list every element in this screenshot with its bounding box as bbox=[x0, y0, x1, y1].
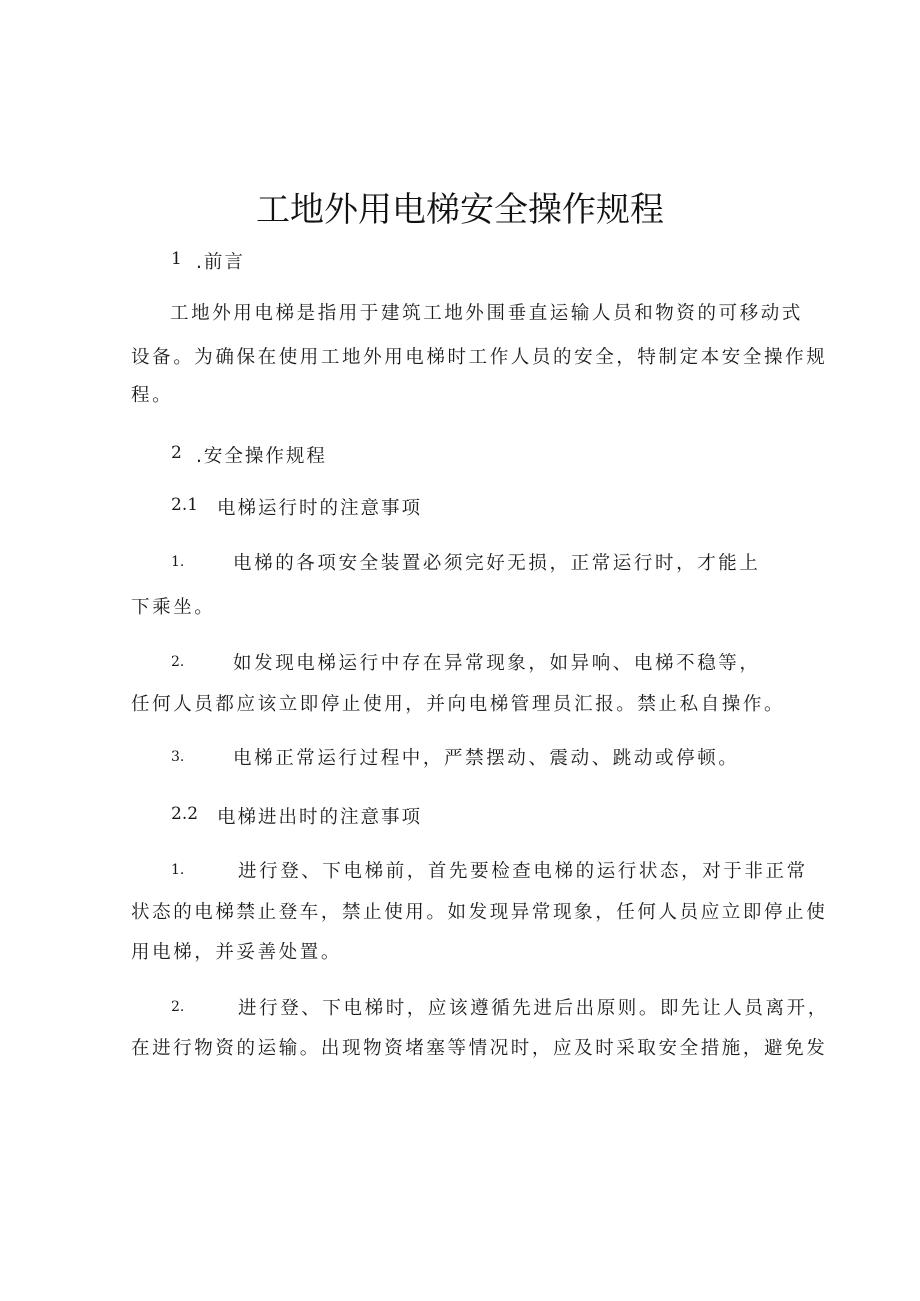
subsection-2-1-number: 2.1 bbox=[171, 495, 199, 515]
item-2-1-3-number: 3. bbox=[171, 749, 185, 765]
section-2-heading: .安全操作规程 bbox=[196, 446, 327, 467]
item-2-2-2-line-2: 在进行物资的运输。出现物资堵塞等情况时，应及时采取安全措施，避免发 bbox=[131, 1038, 828, 1059]
item-2-1-2-line-1: 如发现电梯运行中存在异常现象，如异响、电梯不稳等， bbox=[233, 653, 761, 674]
item-2-1-3-line-1: 电梯正常运行过程中，严禁摆动、震动、跳动或停顿。 bbox=[233, 748, 740, 769]
item-2-1-2-line-2: 任何人员都应该立即停止使用，并向电梯管理员汇报。禁止私自操作。 bbox=[131, 694, 786, 715]
section-1-number: 1 bbox=[171, 249, 182, 269]
document-title: 工地外用电梯安全操作规程 bbox=[256, 190, 664, 230]
item-2-1-1-line-1: 电梯的各项安全装置必须完好无损，正常运行时，才能上 bbox=[233, 553, 761, 574]
item-2-2-1-line-2: 状态的电梯禁止登车，禁止使用。如发现异常现象，任何人员应立即停止使 bbox=[131, 902, 828, 923]
section-1-heading: .前言 bbox=[196, 252, 245, 273]
item-2-2-2-line-1: 进行登、下电梯时，应该遵循先进后出原则。即先让人员离开， bbox=[238, 998, 829, 1019]
item-2-2-1-line-1: 进行登、下电梯前，首先要检查电梯的运行状态，对于非正常 bbox=[238, 861, 808, 882]
item-2-2-2-number: 2. bbox=[171, 999, 185, 1015]
section-2-number: 2 bbox=[171, 443, 182, 463]
item-2-1-1-number: 1. bbox=[171, 554, 185, 570]
section-1-paragraph-line-1: 工地外用电梯是指用于建筑工地外围垂直运输人员和物资的可移动式 bbox=[170, 303, 804, 324]
item-2-1-1-line-2: 下乘坐。 bbox=[131, 597, 216, 618]
section-1-paragraph-line-3: 程。 bbox=[131, 385, 174, 406]
item-2-2-1-number: 1. bbox=[171, 862, 185, 878]
item-2-1-2-number: 2. bbox=[171, 654, 185, 670]
section-1-paragraph-line-2: 设备。为确保在使用工地外用电梯时工作人员的安全，特制定本安全操作规 bbox=[131, 347, 828, 368]
subsection-2-2-number: 2.2 bbox=[171, 804, 199, 824]
subsection-2-2-heading: 电梯进出时的注意事项 bbox=[217, 807, 423, 828]
subsection-2-1-heading: 电梯运行时的注意事项 bbox=[217, 498, 423, 519]
item-2-2-1-line-3: 用电梯，并妥善处置。 bbox=[131, 942, 343, 963]
